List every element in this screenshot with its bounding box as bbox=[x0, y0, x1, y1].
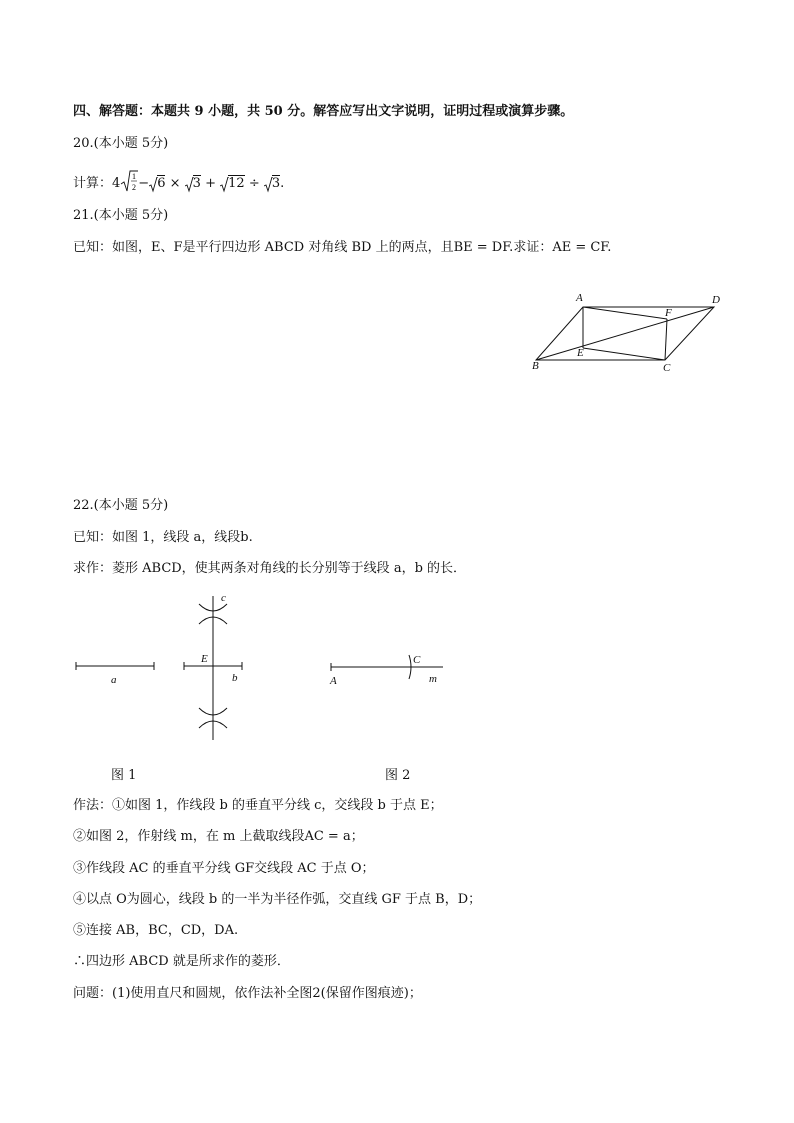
q20-div: ÷ bbox=[248, 176, 260, 191]
q22-given: 已知：如图 1，线段 a，线段b. bbox=[73, 530, 253, 545]
q20-plus: + bbox=[205, 176, 216, 191]
sqrt-fraction bbox=[120, 170, 138, 194]
q20-minus: − bbox=[138, 176, 150, 191]
q21-text: 已知：如图，E、F是平行四边形 ABCD 对角线 BD 上的两点，且BE = DF.求证：AE = CF. bbox=[73, 240, 612, 255]
segment-ec bbox=[583, 348, 665, 360]
q22-figure-1 bbox=[70, 588, 260, 748]
q22-task: 求作：菱形 ABCD，使其两条对角线的长分别等于线段 a，b 的长． bbox=[73, 561, 467, 576]
label-C: C bbox=[413, 654, 421, 666]
q20-header: 20.(本小题 5分) bbox=[73, 136, 169, 151]
section-heading: 四、解答题：本题共 9 小题，共 50 分。解答应写出文字说明，证明过程或演算步骤。 bbox=[73, 104, 574, 119]
label-b: b bbox=[232, 672, 238, 684]
caption-figure-1: 图 1 bbox=[111, 768, 137, 783]
segment-fc bbox=[665, 319, 667, 360]
q20-expression bbox=[73, 170, 284, 192]
q21-parallelogram-figure bbox=[520, 285, 760, 385]
diagonal-bd bbox=[536, 307, 714, 360]
q20-end: . bbox=[280, 176, 285, 191]
step-1: 作法：①如图 1，作线段 b 的垂直平分线 c，交线段 b 于点 E； bbox=[73, 798, 443, 813]
label-E: E bbox=[577, 347, 584, 359]
step-4: ④以点 O为圆心，线段 b 的一半为半径作弧，交直线 GF 于点 B，D； bbox=[73, 892, 482, 907]
sqrt-12: 12 bbox=[220, 176, 245, 191]
label-a: a bbox=[111, 674, 117, 686]
sqrt-3b: 3 bbox=[264, 176, 280, 191]
sqrt-3a: 3 bbox=[185, 176, 201, 191]
label-F: F bbox=[665, 307, 672, 319]
conclusion: ∴四边形 ABCD 就是所求作的菱形． bbox=[73, 954, 290, 969]
q20-coef: 4 bbox=[112, 176, 121, 191]
segment-af bbox=[583, 307, 667, 319]
frac-den: 2 bbox=[132, 183, 137, 192]
label-c: c bbox=[221, 592, 226, 604]
label-A: A bbox=[330, 675, 337, 687]
label-E: E bbox=[201, 653, 208, 665]
label-D: D bbox=[712, 294, 720, 306]
frac-num: 1 bbox=[132, 172, 137, 181]
caption-figure-2: 图 2 bbox=[385, 768, 411, 783]
step-2: ②如图 2，作射线 m，在 m 上截取线段AC = a； bbox=[73, 829, 364, 844]
sqrt-6: 6 bbox=[149, 176, 165, 191]
q20-times: × bbox=[169, 176, 181, 191]
question-1: 问题：(1)使用直尺和圆规，依作法补全图2(保留作图痕迹)； bbox=[73, 986, 422, 1001]
q22-figure-2 bbox=[325, 645, 455, 695]
q22-header: 22.(本小题 5分) bbox=[73, 498, 169, 513]
label-B: B bbox=[532, 360, 539, 372]
step-5: ⑤连接 AB，BC，CD，DA. bbox=[73, 923, 239, 938]
label-m: m bbox=[429, 673, 437, 685]
q21-header: 21.(本小题 5分) bbox=[73, 208, 169, 223]
label-C: C bbox=[663, 362, 671, 374]
label-A: A bbox=[576, 292, 583, 304]
q20-prefix: 计算： bbox=[73, 176, 113, 191]
step-3: ③作线段 AC 的垂直平分线 GF交线段 AC 于点 O； bbox=[73, 861, 375, 876]
